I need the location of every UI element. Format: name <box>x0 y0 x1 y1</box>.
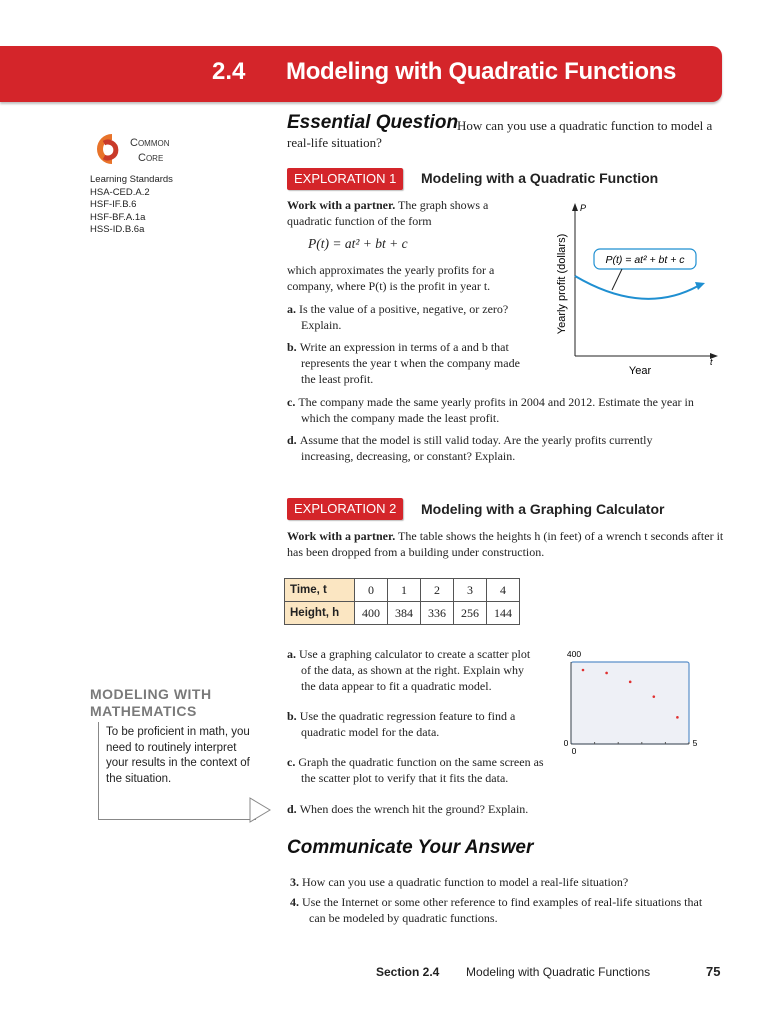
formula-description: which approximates the yearly profits for a company, where P(t) is the profit in year t. <box>287 263 495 293</box>
item-text: Assume that the model is still valid today. Are the yearly profits currently increasing, decreasing, or constant? Explain. <box>299 433 653 463</box>
table-cell: 336 <box>421 602 454 625</box>
page-title: Modeling with Quadratic Functions <box>286 58 677 85</box>
x-axis-label: Year <box>628 365 652 377</box>
item-label: c. <box>287 395 296 409</box>
modeling-title-line-1: MODELING WITH <box>90 686 212 702</box>
calculator-screen <box>571 662 689 744</box>
table-cell: 256 <box>454 602 487 625</box>
item-text: How can you use a quadratic function to model a real-life situation? <box>302 875 629 889</box>
scatter-point <box>676 716 679 719</box>
logo-line-2: Core <box>138 152 164 164</box>
item-label: d. <box>287 433 297 447</box>
item-text: Write an expression in terms of a and b that represents the year t when the company made the least profit. <box>299 340 520 386</box>
item-text: Use a graphing calculator to create a scatter plot of the data, as shown at the right. Explain why the data appear to fit a quadratic model. <box>299 647 531 693</box>
scatter-point <box>629 681 632 684</box>
table-cell: 2 <box>421 579 454 602</box>
table-cell: 400 <box>355 602 388 625</box>
item-label: b. <box>287 340 297 354</box>
row-label-height: Height, h <box>285 602 355 625</box>
table-cell: 1 <box>388 579 421 602</box>
item-text: Use the quadratic regression feature to find a quadratic model for the data. <box>299 709 516 739</box>
item-text: Use the Internet or some other reference to find examples of real-life situations that can be modeled by quadratic functions. <box>302 895 703 925</box>
standard-item: HSF-IF.B.6 <box>90 199 137 210</box>
footer-section <box>376 965 650 979</box>
exploration-1-badge: EXPLORATION 1 <box>287 168 403 190</box>
item-text: The company made the same yearly profits in 2004 and 2012. Estimate the year in which the company made the least profit. <box>298 395 694 425</box>
essential-question-title: Essential Question <box>287 112 459 133</box>
pointer-arrow-icon <box>248 796 274 824</box>
standards-title: Learning Standards <box>90 174 173 185</box>
standard-item: HSA-CED.A.2 <box>90 186 150 198</box>
communicate-item-3 <box>290 874 720 890</box>
y-tick-min: 0 <box>563 738 569 748</box>
data-table <box>284 578 520 625</box>
table-cell: 384 <box>388 602 421 625</box>
callout-formula: P(t) = at² + bt + c <box>605 254 685 266</box>
item-text: Is the value of a positive, negative, or zero? Explain. <box>299 302 509 332</box>
modeling-text: To be proficient in math, you need to routinely interpret your results in the context of the situation. <box>106 726 250 785</box>
table-row <box>285 602 520 625</box>
item-label: 3. <box>290 875 299 889</box>
y-tick-max: 400 <box>566 649 582 659</box>
item-text: Graph the quadratic function on the same screen as the scatter plot to verify that it fits the data. <box>298 755 544 785</box>
intro-text: The graph shows a quadratic function of the form <box>287 198 489 228</box>
intro-text: The table shows the heights h (in feet) of a wrench t seconds after it has been dropped from a building under construction. <box>287 529 724 559</box>
exploration-2-item-d <box>287 801 552 817</box>
table-cell: 144 <box>487 602 520 625</box>
scatter-point <box>582 669 585 672</box>
item-label: b. <box>287 709 297 723</box>
item-label: 4. <box>290 895 299 909</box>
modeling-title-line-2: MATHEMATICS <box>90 703 197 719</box>
item-label: c. <box>287 755 296 769</box>
x-axis-var: t <box>710 357 713 367</box>
learning-standards <box>90 174 173 237</box>
curve-arrow-icon <box>695 282 705 290</box>
footer-title: Modeling with Quadratic Functions <box>466 965 651 979</box>
exploration-2-intro <box>287 528 727 560</box>
page-number: 75 <box>706 964 721 979</box>
intro-bold: Work with a partner. <box>287 529 396 543</box>
exploration-2-badge: EXPLORATION 2 <box>287 498 403 520</box>
scatter-plot <box>558 646 706 758</box>
communicate-item-4 <box>290 894 720 926</box>
item-label: d. <box>287 802 297 816</box>
table-cell: 4 <box>487 579 520 602</box>
item-label: a. <box>287 647 296 661</box>
profit-graph <box>548 198 723 378</box>
profit-curve <box>575 276 698 299</box>
y-axis-arrow-icon <box>572 203 578 211</box>
exploration-1-item-d <box>287 432 687 464</box>
exploration-2-item-c <box>287 754 552 786</box>
exploration-2-item-a <box>287 646 539 694</box>
exploration-1-item-a <box>287 301 512 333</box>
exploration-1-intro <box>287 197 519 229</box>
item-text: When does the wrench hit the ground? Explain. <box>299 802 529 816</box>
section-number: 2.4 <box>212 58 246 85</box>
exploration-2-title: Modeling with a Graphing Calculator <box>421 501 665 517</box>
table-row <box>285 579 520 602</box>
y-axis-label: Yearly profit (dollars) <box>556 233 568 335</box>
exploration-1-title: Modeling with a Quadratic Function <box>421 170 659 186</box>
essential-question-text: How can you use a quadratic function to model a real-life situation? <box>287 118 713 150</box>
row-label-time: Time, t <box>285 579 355 602</box>
item-label: a. <box>287 302 296 316</box>
formula: P(t) = at² + bt + c <box>308 236 408 251</box>
exploration-1-item-c <box>287 394 719 426</box>
footer-section-number: Section 2.4 <box>376 965 440 979</box>
exploration-2-item-b <box>287 708 527 740</box>
y-axis-var: P <box>580 203 587 213</box>
logo-line-1: Common <box>130 137 170 149</box>
standard-item: HSF-BF.A.1a <box>90 211 146 223</box>
scatter-point <box>653 695 656 698</box>
common-core-logo-icon <box>90 131 126 167</box>
exploration-1-item-b <box>287 339 525 387</box>
table-cell: 0 <box>355 579 388 602</box>
scatter-point <box>605 672 608 675</box>
callout-pointer <box>612 269 622 290</box>
communicate-title: Communicate Your Answer <box>287 837 534 858</box>
standard-item: HSS-ID.B.6a <box>90 224 145 235</box>
x-tick-max: 5 <box>692 738 698 748</box>
modeling-with-mathematics-title <box>90 686 212 720</box>
table-cell: 3 <box>454 579 487 602</box>
x-tick-min: 0 <box>571 746 577 756</box>
intro-bold: Work with a partner. <box>287 198 396 212</box>
common-core-label <box>130 136 170 166</box>
